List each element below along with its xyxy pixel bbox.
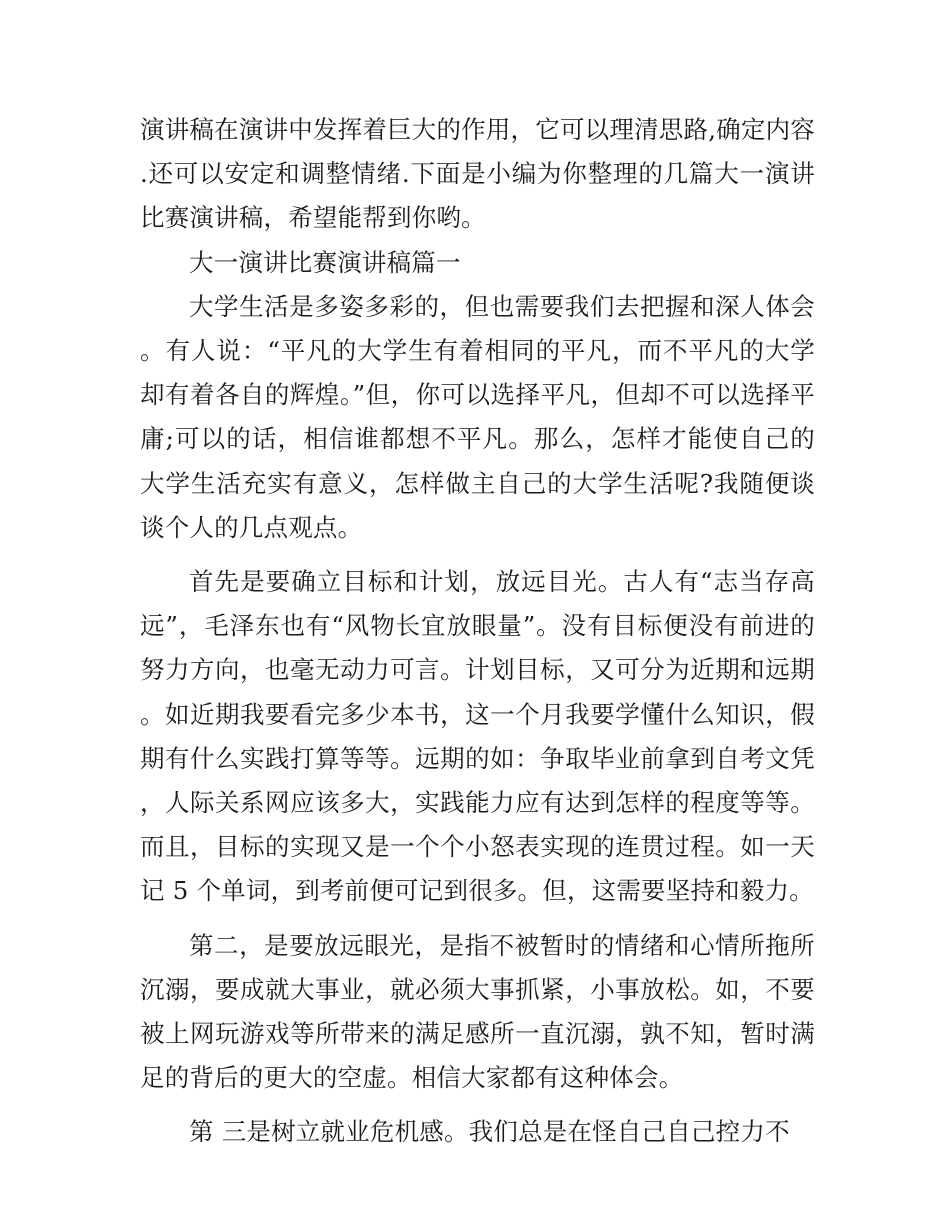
intro-paragraph: 演讲稿在演讲中发挥着巨大的作用，它可以理清思路,确定内容.还可以安定和调整情绪.下面是小编为你整理的几篇大一演讲比赛演讲稿，希望能帮到你哟。	[140, 115, 815, 233]
section-title: 大一演讲比赛演讲稿篇一	[189, 247, 461, 277]
document-body	[140, 108, 815, 1155]
body-paragraph-3: 第二，是要放远眼光，是指不被暂时的情绪和心情所拖所沉溺，要成就大事业，就必须大事抓紧，小事放松。如，不要被上网玩游戏等所带来的满足感所一直沉溺，孰不知，暂时满足的背后的更大的空虚。相信大家都有这种体会。	[140, 930, 815, 1093]
body-paragraph-1: 大学生活是多姿多彩的，但也需要我们去把握和深人体会。有人说：“平凡的大学生有着相同的平凡，而不平凡的大学却有着各自的辉煌。”但，你可以选择平凡，但却不可以选择平庸;可以的话，相信谁都想不平凡。那么，怎样才能使自己的大学生活充实有意义，怎样做主自己的大学生活呢?我随便谈谈个人的几点观点。	[140, 291, 815, 542]
body-paragraph-2: 首先是要确立目标和计划，放远目光。古人有“志当存高远”，毛泽东也有“风物长宜放眼量”。没有目标便没有前进的努力方向，也毫无动力可言。计划目标，又可分为近期和远期。如近期我要看完多少本书，这一个月我要学懂什么知识，假期有什么实践打算等等。远期的如：争取毕业前拿到自考文凭，人际关系网应该多大，实践能力应有达到怎样的程度等等。而且，目标的实现又是一个个小怒表实现的连贯过程。如一天记 5 个单词，到考前便可记到很多。但，这需要坚持和毅力。	[140, 567, 815, 906]
body-paragraph-4: 第 三是树立就业危机感。我们总是在怪自己自己控力不	[189, 1117, 790, 1147]
